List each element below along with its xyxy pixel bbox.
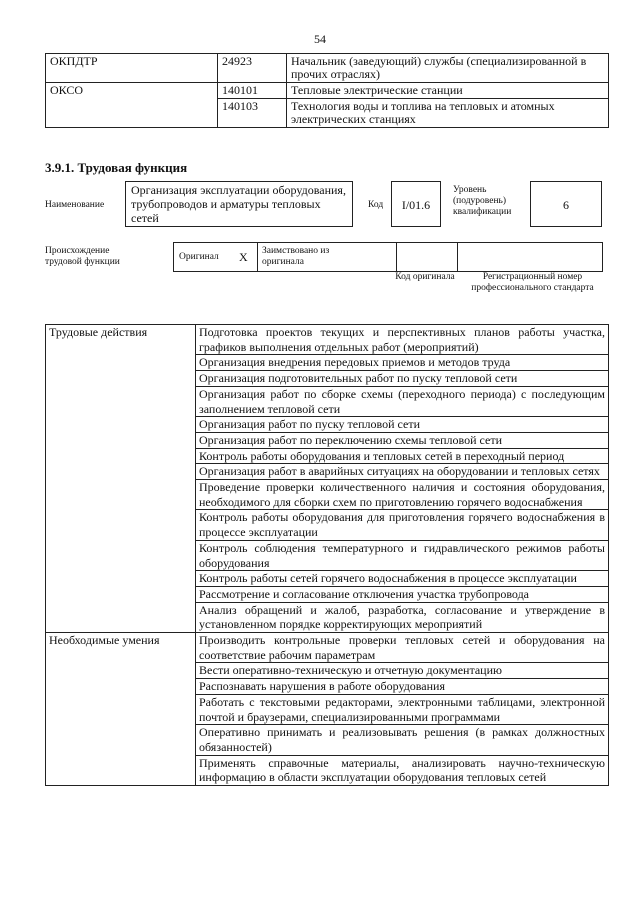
labor-action-label: Трудовые действия [46,325,196,633]
codes-table [45,53,609,128]
function-code-box: I/01.6 [391,181,441,227]
page-number: 54 [314,32,326,46]
borrowed-label: Заимствовано из оригинала [262,246,330,267]
code-name-cell: Тепловые электрические станции [287,83,609,99]
skill-row [46,633,609,663]
original-label: Оригинал [179,252,219,262]
code-type-cell: ОКСО [46,83,218,128]
skill-item: Распознавать нарушения в работе оборудования [196,679,609,695]
divider [457,243,458,271]
divider [602,243,603,271]
code-cell: 24923 [218,54,287,83]
skill-item: Применять справочные материалы, анализировать научно-техническую информацию в области эксплуатации оборудования тепловых сетей [196,755,609,785]
labor-action-item: Подготовка проектов текущих и перспективных планов работы участка, графиков выполнения отдельных работ (мероприятий) [196,325,609,355]
function-details-table [45,324,609,786]
divider [257,243,258,271]
level-box: 6 [530,181,602,227]
labor-action-item: Анализ обращений и жалоб, разработка, согласование и утверждение в установленном порядке корректирующих мероприятий [196,602,609,632]
labor-action-item: Контроль работы оборудования и тепловых сетей в переходный период [196,448,609,464]
origin-label: Происхождение трудовой функции [45,246,120,267]
labor-action-item: Организация подготовительных работ по пуску тепловой сети [196,371,609,387]
codes-row [46,54,609,83]
code-type-cell: ОКПДТР [46,54,218,83]
skill-label: Необходимые умения [46,633,196,786]
labor-action-item: Организация внедрения передовых приемов и методов труда [196,355,609,371]
origin-row [173,242,603,272]
section-title: 3.9.1. Трудовая функция [45,160,188,175]
divider [173,243,174,271]
reg-number-label: Регистрационный номер профессионального стандарта [471,272,594,293]
skill-item: Работать с текстовыми редакторами, электронными таблицами, электронной почтой и браузерами, специализированными программами [196,694,609,724]
code-name-cell: Технология воды и топлива на тепловых и атомных электрических станциях [287,99,609,128]
labor-action-item: Контроль работы сетей горячего водоснабжения в процессе эксплуатации [196,571,609,587]
labor-action-item: Рассмотрение и согласование отключения участка трубопровода [196,586,609,602]
level-label: Уровень (подуровень) квалификации [453,185,512,217]
original-mark: X [239,250,248,264]
divider [396,243,397,271]
labor-action-item: Организация работ в аварийных ситуациях на оборудовании и тепловых сетях [196,464,609,480]
labor-action-item: Организация работ по переключению схемы тепловой сети [196,432,609,448]
name-label: Наименование [45,200,105,210]
labor-action-item: Организация работ по пуску тепловой сети [196,417,609,433]
skill-item: Оперативно принимать и реализовывать решения (в рамках должностных обязанностей) [196,725,609,755]
labor-action-item: Контроль работы оборудования для приготовления горячего водоснабжения в процессе эксплуатации [196,510,609,540]
skill-item: Вести оперативно-техническую и отчетную документацию [196,663,609,679]
code-cell: 140101 [218,83,287,99]
code-name-cell: Начальник (заведующий) службы (специализированной в прочих отраслях) [287,54,609,83]
skill-item: Производить контрольные проверки тепловых сетей и оборудования на соответствие рабочим параметрам [196,633,609,663]
function-name-box: Организация эксплуатации оборудования, трубопроводов и арматуры тепловых сетей [125,181,353,227]
labor-action-item: Проведение проверки количественного наличия и состояния оборудования, необходимого для сборки схем по приготовлению горячего водоснабжения [196,480,609,510]
labor-action-item: Контроль соблюдения температурного и гидравлического режимов работы оборудования [196,540,609,570]
code-original-label: Код оригинала [395,272,455,282]
labor-action-item: Организация работ по сборке схемы (переходного периода) с последующим заполнением тепловой сети [196,386,609,416]
labor-action-row [46,325,609,355]
codes-row [46,83,609,99]
code-label: Код [368,200,384,210]
code-cell: 140103 [218,99,287,128]
